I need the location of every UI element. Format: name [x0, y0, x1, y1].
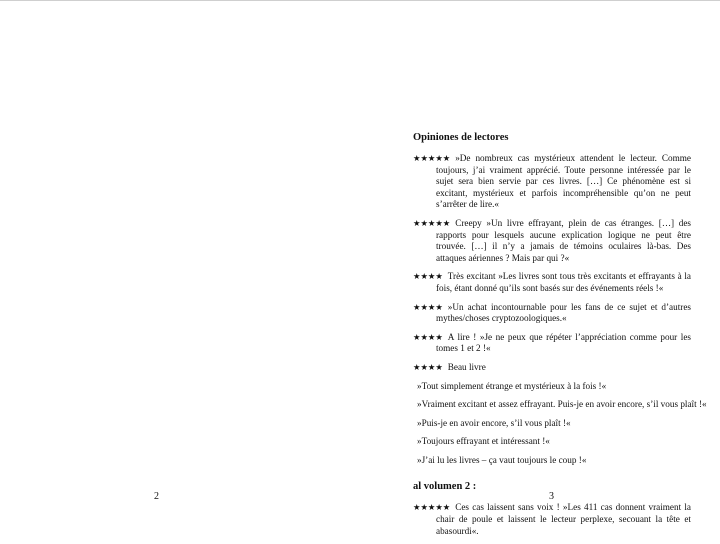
left-page-number: 2	[154, 491, 159, 502]
four-star-rating-icon: ★★★★	[413, 361, 443, 372]
review-item	[413, 362, 691, 374]
review-text: »Un achat incontournable pour les fans de ce sujet et d’autres mythes/choses cryptozoologiques.«	[436, 301, 691, 324]
review-item	[413, 332, 691, 355]
reader-quote: »J’ai lu les livres – ça vaut toujours le coup !«	[417, 454, 587, 465]
review-text: Très excitant »Les livres sont tous très excitants et effrayants à la fois, étant donné qu’ils sont basés sur des événements réels !«	[436, 271, 691, 293]
review-text: Beau livre	[447, 361, 486, 372]
five-star-rating-icon: ★★★★★	[413, 502, 451, 513]
review-item	[413, 153, 691, 211]
review-item	[413, 502, 691, 537]
review-text: »De nombreux cas mystérieux attendent le lecteur. Comme toujours, j’ai vraiment apprécié. Toute personne intéressée par le sujet sera bien servie par ces livres. […] Ce phénomène est si excitant, mystérieux et parfois incompréhensible qu’on ne peut s’arrêter de lire.«	[436, 153, 691, 210]
reader-quote: »Puis-je en avoir encore, s’il vous plaît !«	[417, 417, 571, 428]
right-page-number: 3	[549, 491, 554, 502]
five-star-rating-icon: ★★★★★	[413, 217, 451, 228]
right-page-content	[413, 131, 707, 544]
review-item	[413, 218, 691, 264]
review-item	[413, 271, 691, 294]
reader-quote: »Tout simplement étrange et mystérieux à la fois !«	[417, 380, 607, 391]
top-border-line	[0, 0, 720, 1]
review-item	[413, 302, 691, 325]
four-star-rating-icon: ★★★★	[413, 271, 443, 282]
review-text: A lire ! »Je ne peux que répéter l’appréciation comme pour les tomes 1 et 2 !«	[436, 331, 691, 354]
four-star-rating-icon: ★★★★	[413, 331, 443, 342]
four-star-rating-icon: ★★★★	[413, 301, 443, 312]
review-text: Ces cas laissent sans voix ! »Les 411 cas donnent vraiment la chair de poule et laissent le lecteur perplexe, secouant la tête et abasourdi«.	[436, 502, 691, 536]
section-title-volumen-2: al volumen 2 :	[413, 481, 477, 493]
reader-quote: »Toujours effrayant et intéressant !«	[417, 436, 550, 447]
five-star-rating-icon: ★★★★★	[413, 153, 451, 163]
reader-quote: »Vraiment excitant et assez effrayant. Puis-je en avoir encore, s’il vous plaît !«	[417, 399, 707, 410]
review-text: Creepy »Un livre effrayant, plein de cas étranges. […] des rapports pour lesquels aucune explication logique ne peut être trouvée. […] il n’y a jamais de témoins oculaires là-bas. Des attaques aériennes ? Mais par qui ?«	[436, 217, 691, 263]
section-title-opiniones: Opiniones de lectores	[413, 132, 509, 143]
